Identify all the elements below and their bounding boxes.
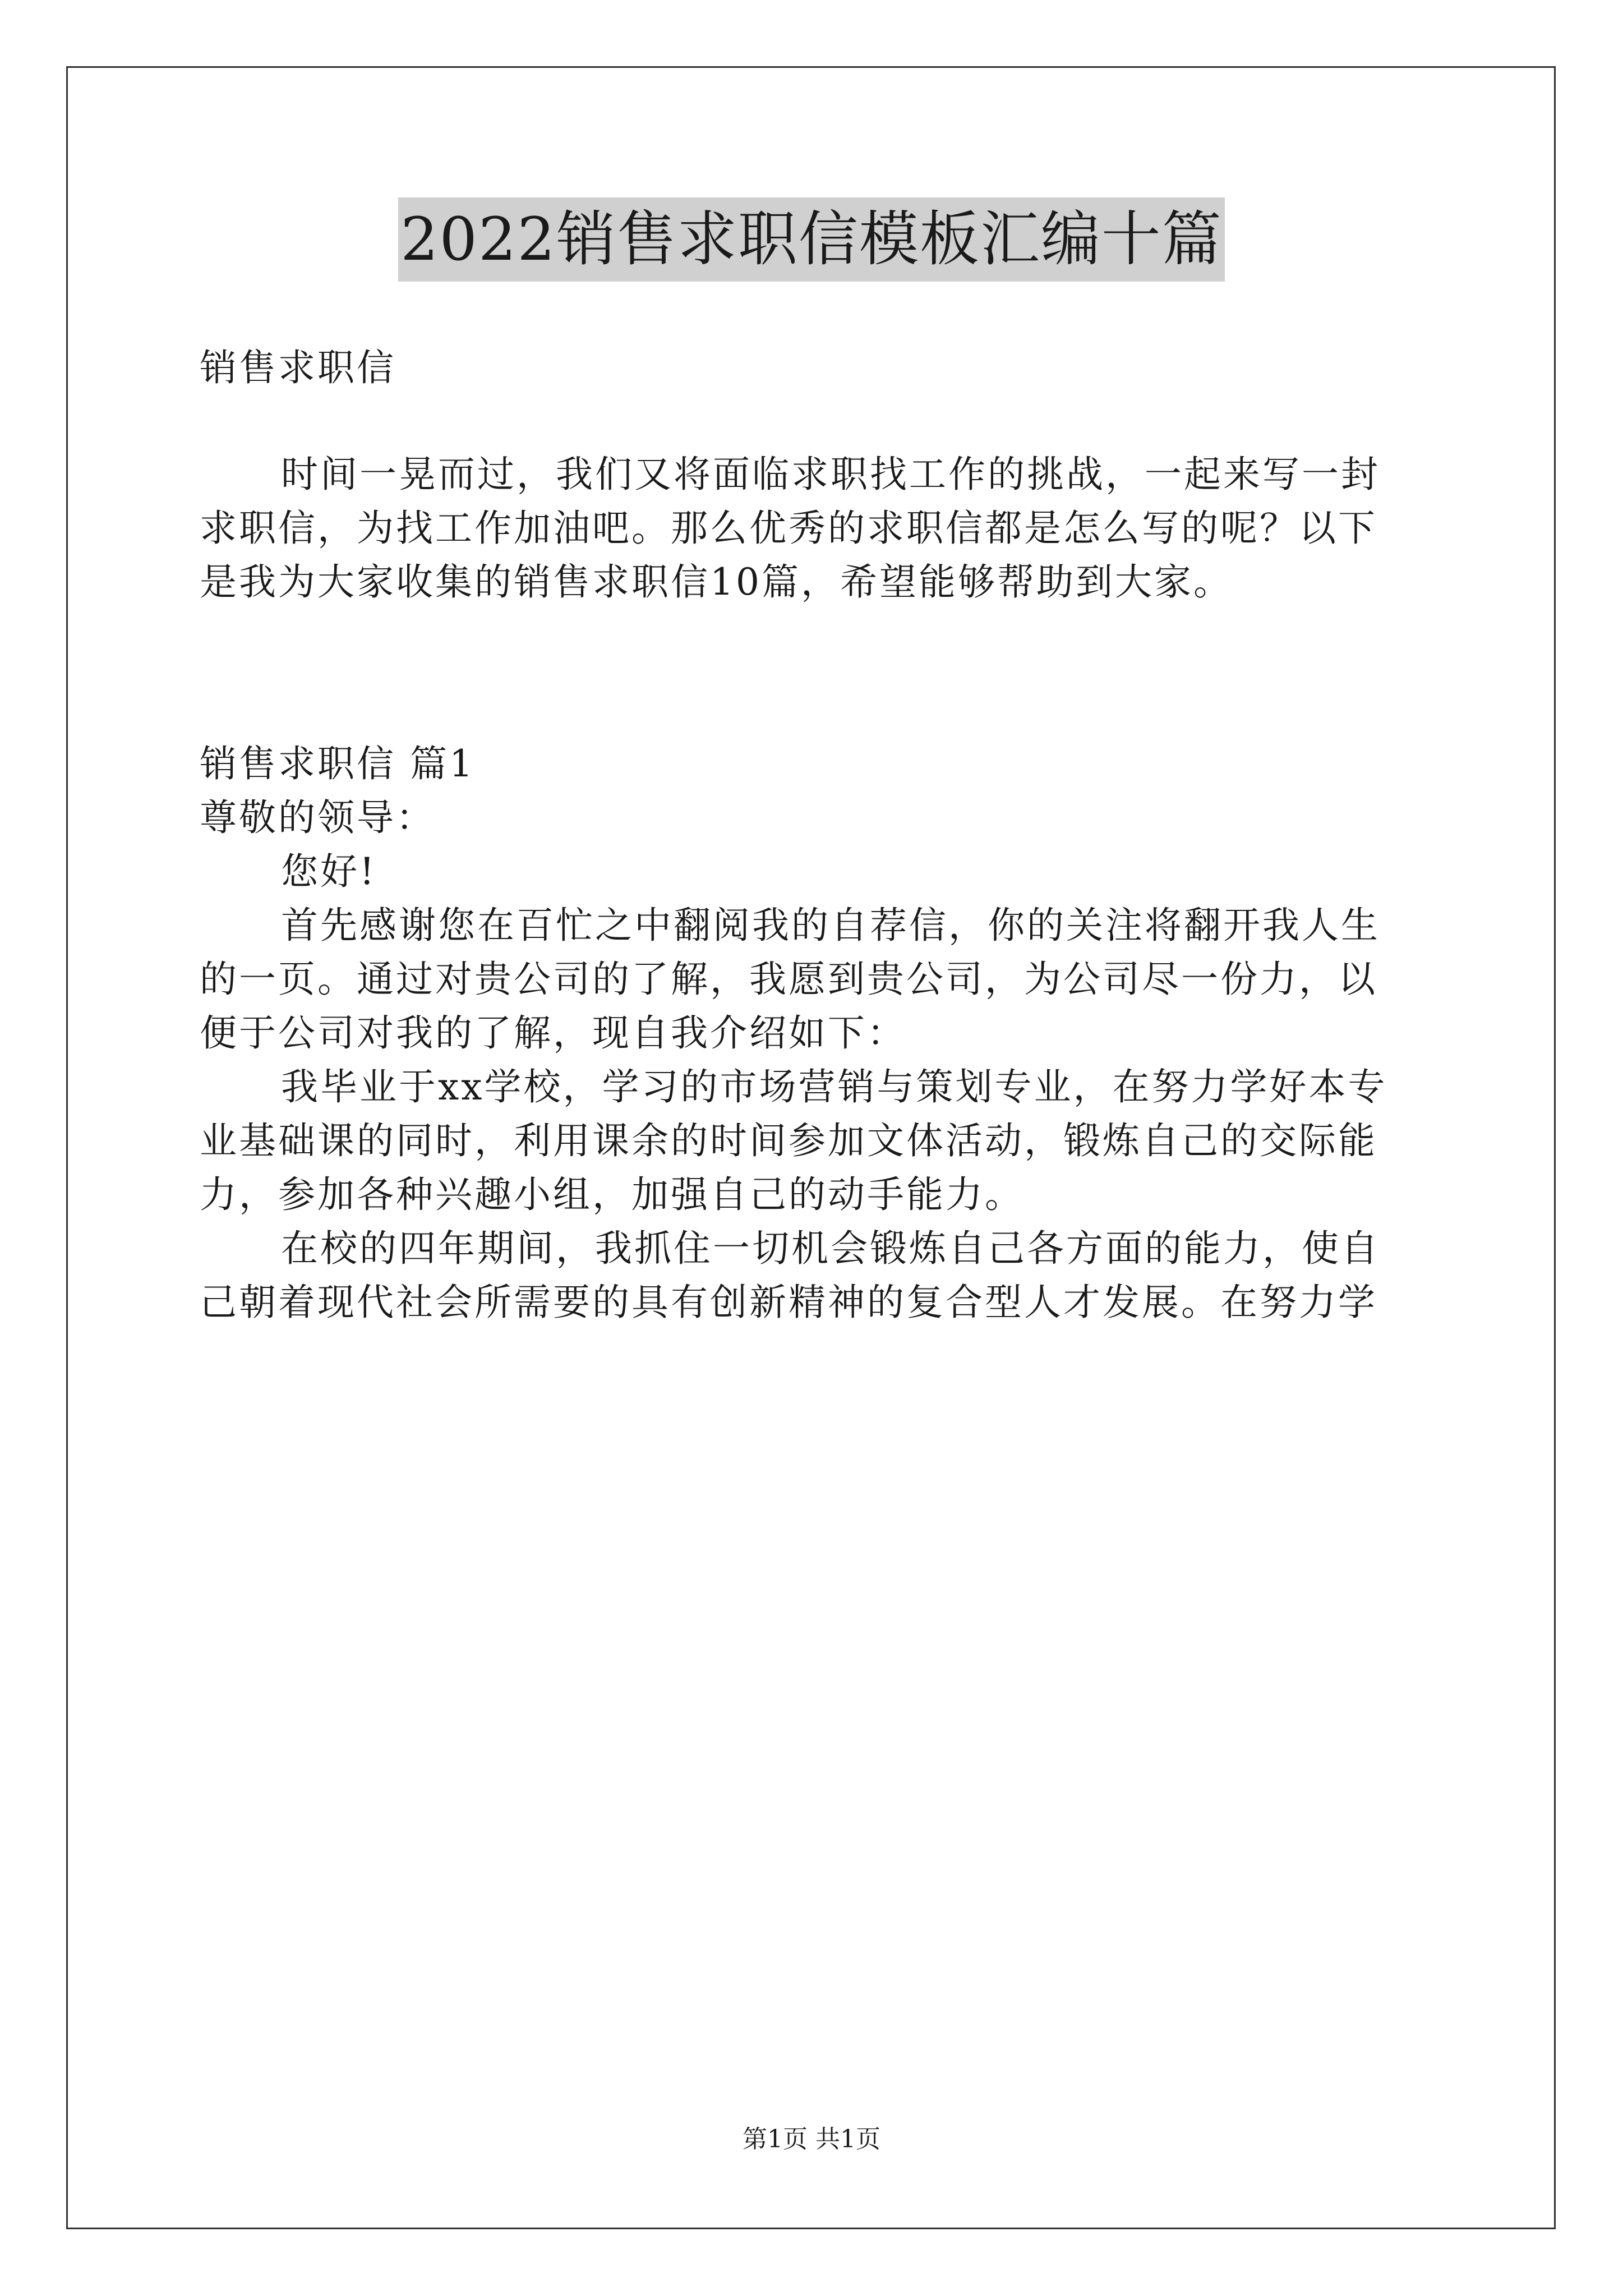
paragraph-line: 便于公司对我的了解，现自我介绍如下： [200, 1011, 906, 1055]
intro-line: 求职信，为找工作加油吧。那么优秀的求职信都是怎么写的呢？以下 [200, 507, 1377, 550]
paragraph-line: 在校的四年期间，我抓住一切机会锻炼自己各方面的能力，使自 [281, 1227, 1380, 1270]
salutation: 尊敬的领导： [200, 796, 435, 839]
title-container [0, 197, 1623, 282]
document-body [200, 341, 1433, 1329]
intro-heading: 销售求职信 [200, 346, 396, 389]
paragraph-line: 我毕业于xx学校，学习的市场营销与策划专业，在努力学好本专 [281, 1065, 1387, 1108]
greeting: 您好! [281, 850, 377, 893]
intro-line: 时间一晃而过，我们又将面临求职找工作的挑战，一起来写一封 [281, 453, 1380, 496]
document-title: 2022销售求职信模板汇编十篇 [398, 197, 1225, 282]
section-heading: 销售求职信 篇1 [200, 742, 475, 785]
paragraph-line: 己朝着现代社会所需要的具有创新精神的复合型人才发展。在努力学 [200, 1281, 1377, 1324]
intro-line: 是我为大家收集的销售求职信10篇，希望能够帮助到大家。 [200, 560, 1233, 604]
paragraph-line: 首先感谢您在百忙之中翻阅我的自荐信，你的关注将翻开我人生 [281, 904, 1380, 947]
paragraph-line: 力，参加各种兴趣小组，加强自己的动手能力。 [200, 1173, 1024, 1216]
paragraph-line: 业基础课的同时，利用课余的时间参加文体活动，锻炼自己的交际能 [200, 1119, 1377, 1162]
page-number-footer: 第1页 共1页 [743, 2125, 880, 2154]
paragraph-line: 的一页。通过对贵公司的了解，我愿到贵公司，为公司尽一份力，以 [200, 958, 1377, 1001]
